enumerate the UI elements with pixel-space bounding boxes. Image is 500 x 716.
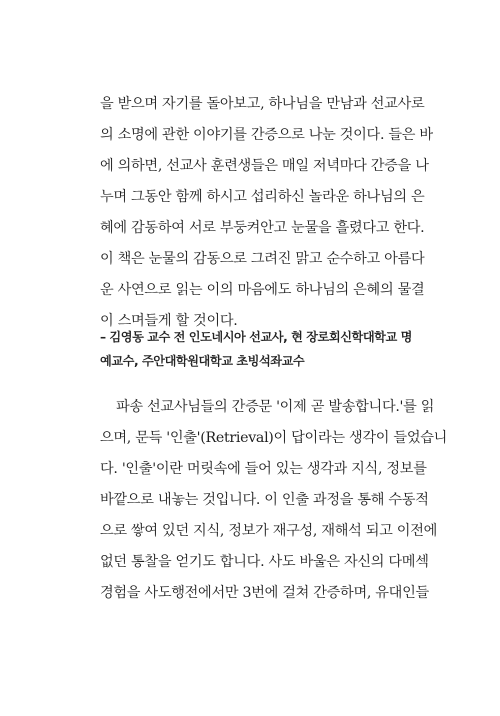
text-line: 이 스며들게 할 것이다. [100, 313, 238, 329]
text-line: 다. '인출'이란 머릿속에 들어 있는 생각과 지식, 정보를 [100, 461, 427, 477]
text-line: 혜에 감동하여 서로 부둥켜안고 눈물을 흘렸다고 한다. [100, 220, 425, 236]
text-line: 에 의하면, 선교사 훈련생들은 매일 저녁마다 간증을 나 [100, 158, 429, 174]
text-line: 으며, 문득 '인출'(Retrieval)이 답이라는 생각이 들었습니 [100, 430, 448, 446]
text-line: 의 소명에 관한 이야기를 간증으로 나눈 것이다. 들은 바 [100, 127, 433, 143]
text-line: 바깥으로 내놓는 것입니다. 이 인출 과정을 통해 수동적 [100, 492, 429, 508]
text-line: 으로 쌓여 있던 지식, 정보가 재구성, 재해석 되고 이전에 [100, 523, 438, 539]
text-line-first: 파송 선교사님들의 간증문 '이제 곧 발송합니다.'를 읽 [116, 399, 435, 415]
text-line: 운 사연으로 읽는 이의 마음에도 하나님의 은혜의 물결 [100, 282, 425, 298]
attribution-line: – 김영동 교수 전 인도네시아 선교사, 현 장로회신학대학교 명 [100, 330, 412, 344]
text-line: 누며 그동안 함께 하시고 섭리하신 놀라운 하나님의 은 [100, 189, 425, 205]
text-line: 을 받으며 자기를 돌아보고, 하나님을 만남과 선교사로 [100, 96, 425, 112]
text-line: 이 책은 눈물의 감동으로 그려진 맑고 순수하고 아름다 [100, 251, 425, 267]
attribution-line: 예교수, 주안대학원대학교 초빙석좌교수 [100, 354, 305, 368]
paragraph-body [100, 392, 448, 609]
text-line: 없던 통찰을 얻기도 합니다. 사도 바울은 자신의 다메섹 [100, 554, 429, 570]
text-line: 경험을 사도행전에서만 3번에 걸쳐 간증하며, 유대인들 [100, 585, 429, 601]
paragraph-endorsement [100, 89, 433, 337]
author-attribution [100, 325, 430, 373]
